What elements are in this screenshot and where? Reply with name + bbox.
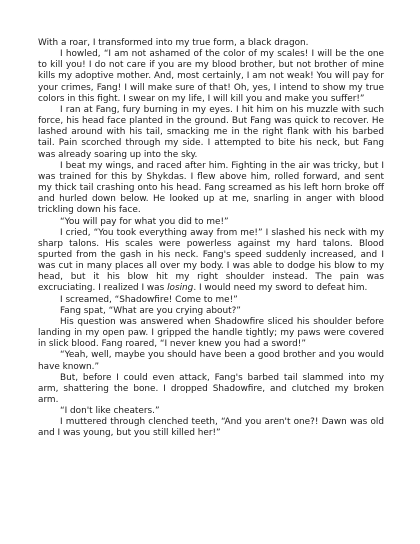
paragraph-text: “I don't like cheaters.” bbox=[60, 406, 160, 417]
paragraph-text: I cried, “You took everything away from me!” I slashed his neck with my sharp talons. His scales were powerless against my hard talons. Blood spurted from the gash in his neck. Fang's speed suddenly increased, and I was cut in many places all over my body. I was able to dodge his blow to my head, but it his blow hit my right shoulder instead. The pain was excruciating. I realized I was bbox=[38, 227, 384, 294]
paragraph-text: I muttered through clenched teeth, “And you aren't one?! Dawn was old and I was young, but you still killed her!” bbox=[38, 417, 384, 439]
paragraph-text: Fang spat, “What are you crying about?” bbox=[60, 305, 241, 316]
paragraph bbox=[38, 373, 384, 406]
paragraph-text: . I would need my sword to defeat him. bbox=[193, 283, 368, 294]
emphasis-text: losing bbox=[167, 283, 194, 294]
paragraph-text: I beat my wings, and raced after him. Fighting in the air was tricky, but I was trained for this by Shykdas. I flew above him, rolled forward, and sent my thick tail crashing onto his head. Fang screamed as his left horn broke off and hurled down below. He looked up at me, snarling in anger with blood trickling down his face. bbox=[38, 160, 384, 216]
paragraph-text: But, before I could even attack, Fang's barbed tail slammed into my arm, shattering the bone. I dropped Shadowfire, and clutched my broken arm. bbox=[38, 372, 384, 405]
paragraph bbox=[38, 306, 384, 317]
paragraph-text: “Yeah, well, maybe you should have been a good brother and you would have known.” bbox=[38, 350, 384, 372]
paragraph-text: His question was answered when Shadowfire sliced his shoulder before landing in my open paw. I gripped the handle tightly; my paws were covered in slick blood. Fang roared, “I never knew you had a sword!” bbox=[38, 316, 384, 350]
paragraph bbox=[38, 217, 384, 228]
paragraph-text: I howled, “I am not ashamed of the color of my scales! I will be the one to kill you! I do not care if you are my blood brother, but not brother of mine kills my adoptive mother. And, most certainly, I am not weak! You will pay for your crimes, Fang! I will make sure of that! Oh, yes, I intend to show my true colors in this fight. I swear on my life, I will kill you and make you suffer!” bbox=[38, 49, 384, 104]
paragraph bbox=[38, 105, 384, 161]
paragraph bbox=[38, 295, 384, 306]
paragraph bbox=[38, 417, 384, 439]
paragraph bbox=[38, 406, 384, 417]
paragraph bbox=[38, 49, 384, 105]
paragraph-text: “You will pay for what you did to me!” bbox=[60, 216, 229, 227]
paragraph bbox=[38, 317, 384, 350]
paragraph bbox=[38, 161, 384, 217]
paragraph bbox=[38, 350, 384, 372]
paragraph-text: I ran at Fang, fury burning in my eyes. I hit him on his muzzle with such force, his head face planted in the ground. But Fang was quick to recover. He lashed around with his tail, smacking me in the right flank with his barbed tail. Pain scorched through my side. I attempted to bite his neck, but Fang was already soaring up into the sky. bbox=[38, 104, 384, 160]
paragraph bbox=[38, 38, 384, 49]
paragraph-text: With a roar, I transformed into my true form, a black dragon. bbox=[38, 38, 309, 48]
paragraph-text: I screamed, “Shadowfire! Come to me!” bbox=[60, 294, 238, 305]
paragraph bbox=[38, 228, 384, 295]
